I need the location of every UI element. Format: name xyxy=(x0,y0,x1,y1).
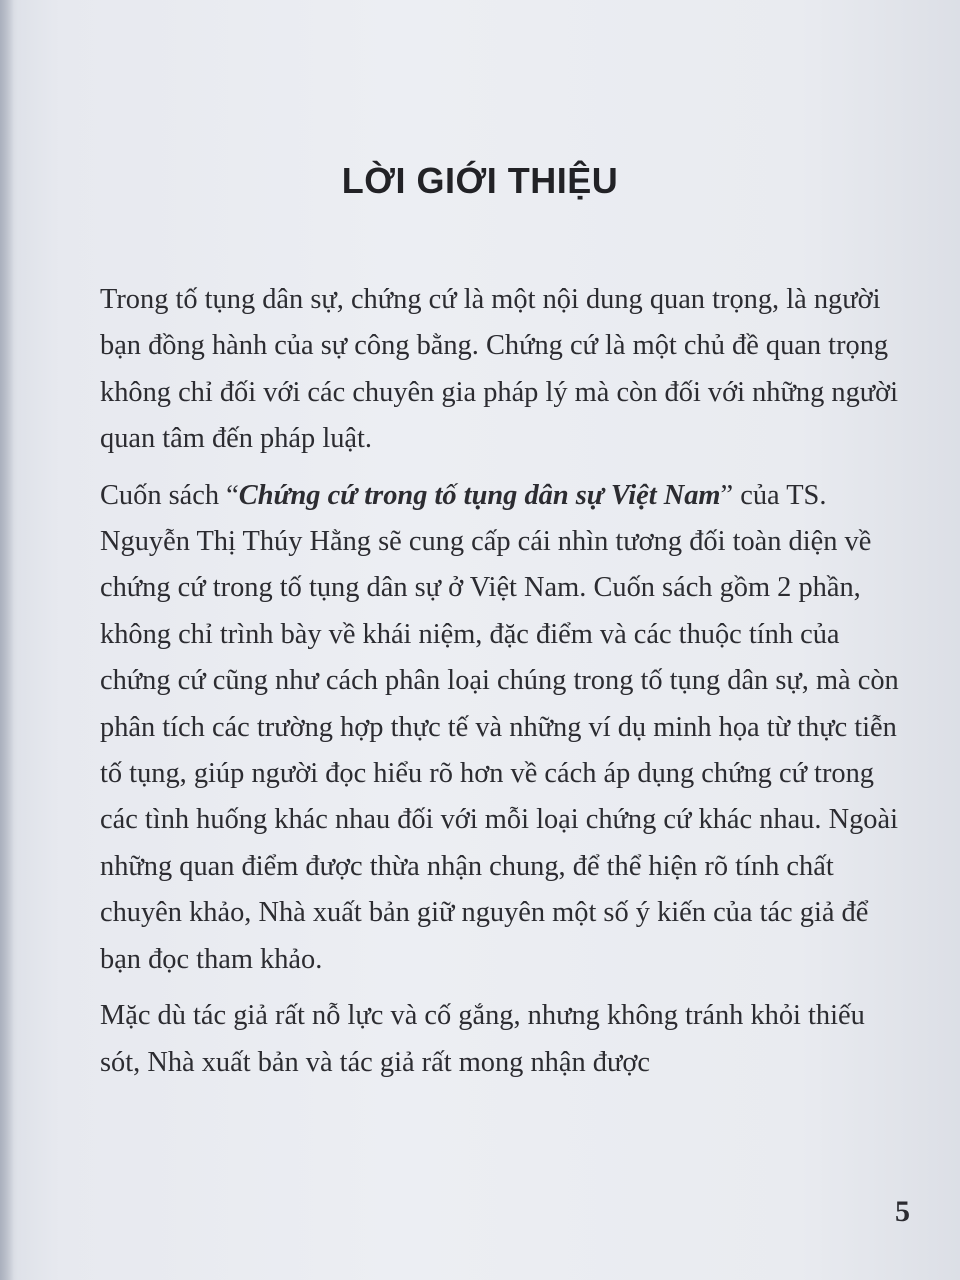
text-line: đối toàn diện về chứng cứ trong tố tụng dân sự ở Việt Nam. xyxy=(100,526,872,604)
closing-quote: ” xyxy=(720,479,734,511)
text-line: kiến của tác giả để bạn đọc tham khảo. xyxy=(100,897,869,975)
text-line xyxy=(100,480,733,511)
text-line: đề quan trọng không chỉ đối với các chuyên gia pháp lý mà còn xyxy=(100,330,889,408)
book-title: Chứng cứ trong tố tụng dân sự Việt Nam xyxy=(238,479,721,511)
paragraph-3 xyxy=(100,993,905,1086)
page-number: 5 xyxy=(895,1195,910,1228)
text-line: Ngoài những quan điểm được thừa nhận chung, để thể hiện xyxy=(100,804,898,882)
text-line: điểm và các thuộc tính của chứng cứ cũng như cách phân loại xyxy=(100,618,840,697)
text-line: rõ tính chất chuyên khảo, Nhà xuất bản giữ nguyên một số ý xyxy=(100,850,834,929)
text-line: người đọc hiểu rõ hơn về cách áp dụng chứng cứ trong các xyxy=(100,758,874,836)
text-line: Cuốn sách gồm 2 phần, không chỉ trình bày về khái niệm, đặc xyxy=(100,572,861,650)
page-title: LỜI GIỚI THIỆU xyxy=(341,160,619,201)
body-text xyxy=(100,277,905,1096)
paragraph-2 xyxy=(100,473,905,983)
text-line: tình huống khác nhau đối với mỗi loại chứng cứ khác nhau. xyxy=(144,804,822,836)
text-line: của TS. Nguyễn Thị Thúy Hằng sẽ cung cấp cái nhìn tương xyxy=(100,479,827,558)
text-line: là người bạn đồng hành của sự công bằng. Chứng cứ là một chủ xyxy=(100,284,881,362)
lead-text: Cuốn sách “ xyxy=(100,479,239,511)
text-line: đối với những người quan tâm đến pháp luật. xyxy=(100,376,899,455)
text-line: Trong tố tụng dân sự, chứng cứ là một nội dung quan trọng, xyxy=(100,284,780,315)
paragraph-1 xyxy=(100,277,905,463)
text-line: thực tế và những ví dụ minh họa từ thực tiễn tố tụng, giúp xyxy=(100,711,897,790)
text-line: khỏi thiếu sót, Nhà xuất bản và tác giả rất mong nhận được xyxy=(100,1000,865,1078)
text-line: chúng trong tố tụng dân sự, mà còn phân tích các trường hợp xyxy=(100,665,899,743)
text-line: Mặc dù tác giả rất nỗ lực và cố gắng, nhưng không tránh xyxy=(100,1000,744,1032)
